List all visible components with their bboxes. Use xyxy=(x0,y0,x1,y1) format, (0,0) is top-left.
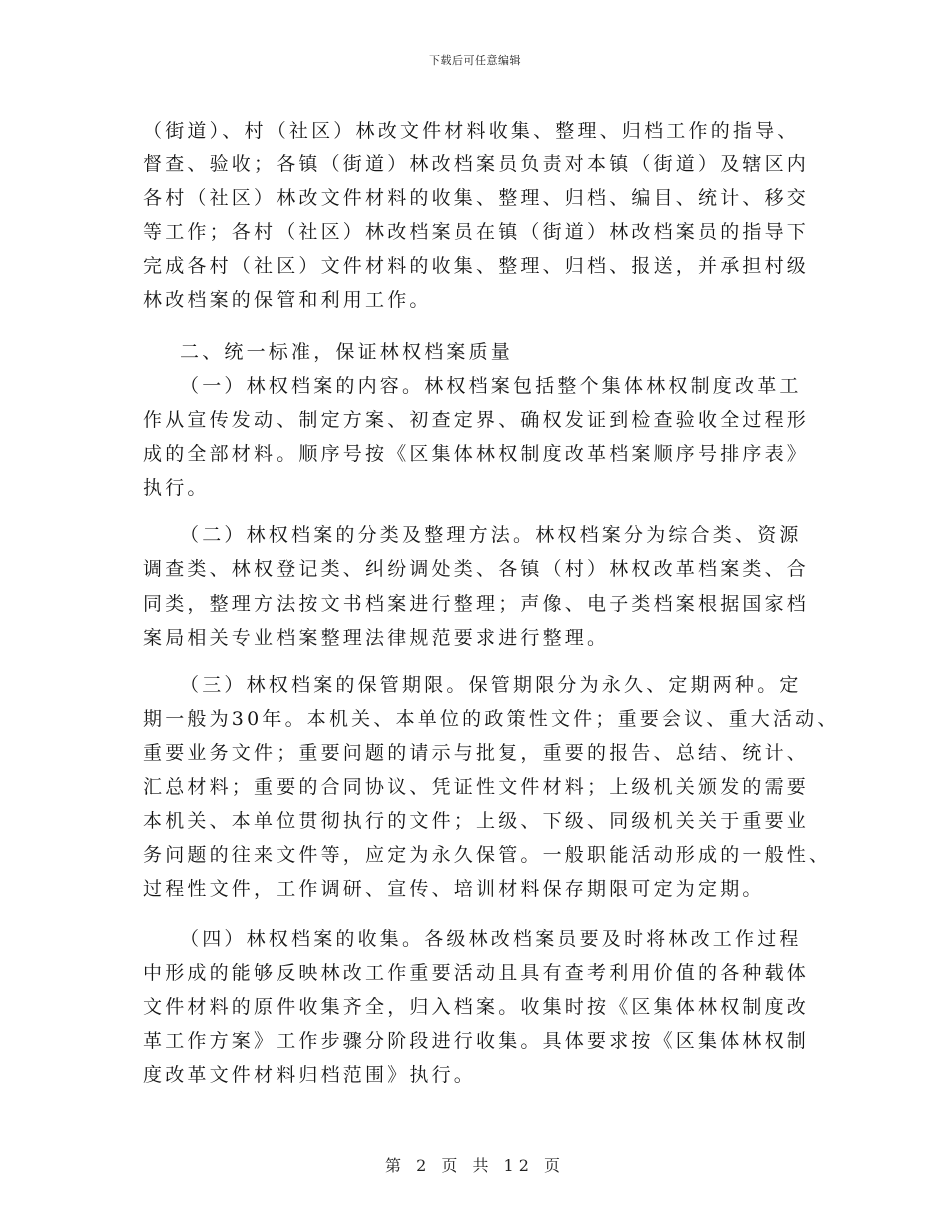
body-line: 期一般为30年。本机关、本单位的政策性文件；重要会议、重大活动、 xyxy=(143,708,840,730)
body-line: 中形成的能够反映林改工作重要活动且具有查考利用价值的各种载体 xyxy=(143,962,810,984)
section-heading: 二、统一标准，保证林权档案质量 xyxy=(180,341,514,363)
body-line: 革工作方案》工作步骤分阶段进行收集。具体要求按《区集体林权制 xyxy=(143,1030,810,1052)
body-line: （四）林权档案的收集。各级林改档案员要及时将林改工作过程 xyxy=(180,928,802,950)
body-line: 务问题的往来文件等，应定为永久保管。一般职能活动形成的一般性、 xyxy=(143,844,832,866)
page-number: 第 2 页 共 12 页 xyxy=(385,1156,565,1175)
body-line: （一）林权档案的内容。林权档案包括整个集体林权制度改革工 xyxy=(180,375,802,397)
body-line: 重要业务文件；重要问题的请示与批复，重要的报告、总结、统计、 xyxy=(143,742,810,764)
body-line: 等工作；各村（社区）林改档案员在镇（街道）林改档案员的指导下 xyxy=(143,221,810,243)
body-line: 成的全部材料。顺序号按《区集体林权制度改革档案顺序号排序表》 xyxy=(143,443,810,465)
body-line: 督查、验收；各镇（街道）林改档案员负责对本镇（街道）及辖区内 xyxy=(143,153,810,175)
body-line: 汇总材料；重要的合同协议、凭证性文件材料；上级机关颁发的需要 xyxy=(143,776,810,798)
body-line: 完成各村（社区）文件材料的收集、整理、归档、报送，并承担村级 xyxy=(143,255,810,277)
body-line: （街道）、村（社区）林改文件材料收集、整理、归档工作的指导、 xyxy=(143,120,800,142)
body-line: 林改档案的保管和利用工作。 xyxy=(143,289,432,311)
body-line: 各村（社区）林改文件材料的收集、整理、归档、编目、统计、移交 xyxy=(143,187,810,209)
body-line: 同类，整理方法按文书档案进行整理；声像、电子类档案根据国家档 xyxy=(143,593,810,615)
body-line: 本机关、本单位贯彻执行的文件；上级、下级、同级机关关于重要业 xyxy=(143,810,810,832)
body-line: 调查类、林权登记类、纠纷调处类、各镇（村）林权改革档案类、合 xyxy=(143,558,810,580)
body-line: 作从宣传发动、制定方案、初查定界、确权发证到检查验收全过程形 xyxy=(143,409,810,431)
body-line: 文件材料的原件收集齐全，归入档案。收集时按《区集体林权制度改 xyxy=(143,996,810,1018)
body-line: 执行。 xyxy=(143,477,210,499)
body-line: 度改革文件材料归档范围》执行。 xyxy=(143,1064,477,1086)
header-note: 下载后可任意编辑 xyxy=(429,54,521,67)
body-line: （二）林权档案的分类及整理方法。林权档案分为综合类、资源 xyxy=(180,524,802,546)
body-line: （三）林权档案的保管期限。保管期限分为永久、定期两种。定 xyxy=(180,674,802,696)
body-line: 案局相关专业档案整理法律规范要求进行整理。 xyxy=(143,627,610,649)
body-line: 过程性文件，工作调研、宣传、培训材料保存期限可定为定期。 xyxy=(143,878,765,900)
